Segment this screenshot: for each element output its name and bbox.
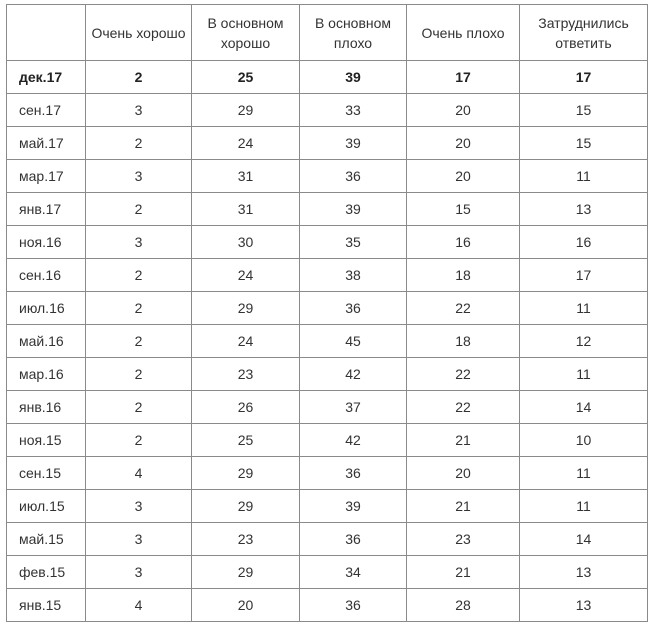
table-cell: 21 [407, 424, 520, 457]
table-cell: 3 [86, 490, 192, 523]
table-cell: 11 [520, 292, 648, 325]
table-cell: 2 [86, 259, 192, 292]
row-date-label: май.15 [7, 523, 86, 556]
table-cell: 20 [407, 160, 520, 193]
table-row [7, 226, 648, 259]
table-cell: 20 [192, 589, 300, 622]
header-very-good: Очень хорошо [86, 5, 192, 61]
table-cell: 21 [407, 556, 520, 589]
table-cell: 28 [407, 589, 520, 622]
table-cell: 37 [300, 391, 407, 424]
table-cell: 36 [300, 589, 407, 622]
table-row [7, 94, 648, 127]
table-cell: 24 [192, 259, 300, 292]
header-hard-to-say: Затруднились ответить [520, 5, 648, 61]
table-cell: 25 [192, 61, 300, 94]
table-cell: 22 [407, 391, 520, 424]
table-row [7, 160, 648, 193]
table-cell: 15 [520, 127, 648, 160]
table-cell: 29 [192, 556, 300, 589]
table-row [7, 61, 648, 94]
row-date-label: мар.17 [7, 160, 86, 193]
row-date-label: сен.15 [7, 457, 86, 490]
table-row [7, 589, 648, 622]
table-cell: 14 [520, 523, 648, 556]
table-cell: 18 [407, 259, 520, 292]
table-cell: 17 [520, 61, 648, 94]
table-cell: 2 [86, 61, 192, 94]
row-date-label: фев.15 [7, 556, 86, 589]
table-cell: 2 [86, 292, 192, 325]
row-date-label: ноя.15 [7, 424, 86, 457]
table-row [7, 490, 648, 523]
table-cell: 11 [520, 160, 648, 193]
data-table-container [6, 4, 648, 622]
table-row [7, 259, 648, 292]
table-cell: 23 [407, 523, 520, 556]
table-cell: 36 [300, 523, 407, 556]
table-cell: 22 [407, 292, 520, 325]
table-cell: 36 [300, 457, 407, 490]
table-cell: 2 [86, 193, 192, 226]
header-row [7, 5, 648, 61]
row-date-label: июл.16 [7, 292, 86, 325]
table-cell: 29 [192, 94, 300, 127]
table-cell: 2 [86, 358, 192, 391]
table-cell: 11 [520, 457, 648, 490]
table-header [7, 5, 648, 61]
table-cell: 11 [520, 490, 648, 523]
table-cell: 23 [192, 523, 300, 556]
row-date-label: сен.16 [7, 259, 86, 292]
row-date-label: сен.17 [7, 94, 86, 127]
table-cell: 15 [407, 193, 520, 226]
table-cell: 25 [192, 424, 300, 457]
table-cell: 24 [192, 127, 300, 160]
table-row [7, 127, 648, 160]
table-cell: 20 [407, 127, 520, 160]
table-cell: 20 [407, 457, 520, 490]
table-cell: 3 [86, 160, 192, 193]
table-cell: 2 [86, 424, 192, 457]
row-date-label: июл.15 [7, 490, 86, 523]
table-cell: 2 [86, 325, 192, 358]
table-cell: 22 [407, 358, 520, 391]
table-cell: 35 [300, 226, 407, 259]
table-cell: 14 [520, 391, 648, 424]
header-very-bad: Очень плохо [407, 5, 520, 61]
table-cell: 45 [300, 325, 407, 358]
table-cell: 31 [192, 160, 300, 193]
table-cell: 3 [86, 523, 192, 556]
table-cell: 21 [407, 490, 520, 523]
table-cell: 11 [520, 358, 648, 391]
table-row [7, 457, 648, 490]
table-cell: 17 [520, 259, 648, 292]
table-row [7, 358, 648, 391]
table-cell: 3 [86, 556, 192, 589]
table-cell: 20 [407, 94, 520, 127]
table-cell: 24 [192, 325, 300, 358]
table-row [7, 292, 648, 325]
row-date-label: мар.16 [7, 358, 86, 391]
table-row [7, 325, 648, 358]
table-cell: 16 [407, 226, 520, 259]
table-cell: 39 [300, 193, 407, 226]
table-cell: 36 [300, 160, 407, 193]
table-cell: 3 [86, 226, 192, 259]
row-date-label: дек.17 [7, 61, 86, 94]
table-cell: 10 [520, 424, 648, 457]
table-row [7, 193, 648, 226]
table-cell: 18 [407, 325, 520, 358]
table-cell: 2 [86, 127, 192, 160]
row-date-label: янв.16 [7, 391, 86, 424]
table-cell: 15 [520, 94, 648, 127]
table-cell: 30 [192, 226, 300, 259]
table-cell: 3 [86, 94, 192, 127]
row-date-label: ноя.16 [7, 226, 86, 259]
table-cell: 26 [192, 391, 300, 424]
row-date-label: май.17 [7, 127, 86, 160]
survey-results-table [6, 4, 648, 622]
table-row [7, 556, 648, 589]
table-cell: 39 [300, 61, 407, 94]
table-cell: 12 [520, 325, 648, 358]
header-corner-cell [7, 5, 86, 61]
table-cell: 33 [300, 94, 407, 127]
table-cell: 42 [300, 358, 407, 391]
table-cell: 13 [520, 193, 648, 226]
table-cell: 29 [192, 292, 300, 325]
table-cell: 31 [192, 193, 300, 226]
table-cell: 39 [300, 490, 407, 523]
table-cell: 17 [407, 61, 520, 94]
table-cell: 4 [86, 457, 192, 490]
row-date-label: янв.17 [7, 193, 86, 226]
table-cell: 42 [300, 424, 407, 457]
table-cell: 13 [520, 556, 648, 589]
header-mostly-bad: В основном плохо [300, 5, 407, 61]
table-cell: 34 [300, 556, 407, 589]
table-cell: 16 [520, 226, 648, 259]
table-cell: 2 [86, 391, 192, 424]
table-row [7, 523, 648, 556]
table-cell: 36 [300, 292, 407, 325]
table-cell: 38 [300, 259, 407, 292]
table-cell: 4 [86, 589, 192, 622]
row-date-label: май.16 [7, 325, 86, 358]
table-cell: 13 [520, 589, 648, 622]
table-row [7, 391, 648, 424]
table-cell: 29 [192, 457, 300, 490]
row-date-label: янв.15 [7, 589, 86, 622]
table-row [7, 424, 648, 457]
table-cell: 29 [192, 490, 300, 523]
table-body [7, 61, 648, 622]
table-cell: 39 [300, 127, 407, 160]
table-cell: 23 [192, 358, 300, 391]
header-mostly-good: В основном хорошо [192, 5, 300, 61]
